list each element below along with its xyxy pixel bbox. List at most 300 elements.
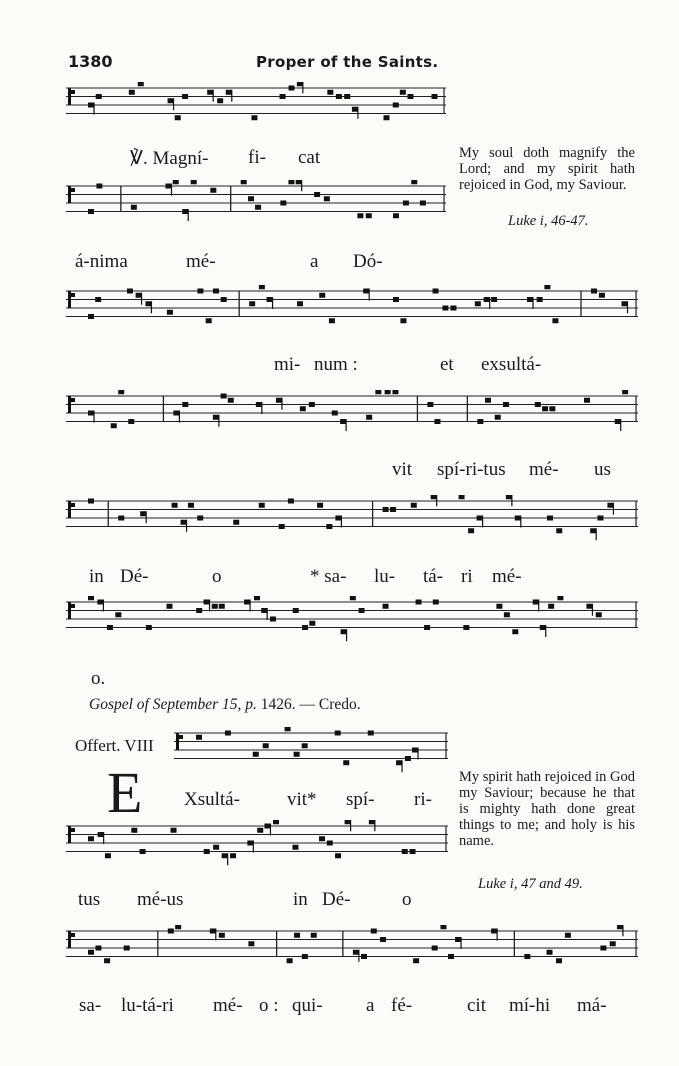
neume [264, 824, 270, 829]
neume [413, 958, 419, 963]
offertory-syllable: mé- [213, 995, 243, 1016]
clef-mark [71, 604, 75, 608]
neume [455, 937, 461, 942]
neume [88, 411, 94, 416]
neume [173, 180, 179, 184]
neume [251, 115, 257, 120]
neume [385, 390, 391, 394]
neume [383, 604, 389, 609]
neume [131, 828, 137, 833]
neume [168, 98, 174, 103]
neume [175, 925, 181, 929]
lyric-syllable: mé- [186, 251, 216, 272]
offertory-syllable: cit [467, 995, 486, 1016]
neume [327, 841, 333, 846]
neume [279, 524, 285, 529]
neume [393, 103, 399, 108]
neume [181, 520, 187, 525]
neume [296, 180, 302, 184]
neume [420, 201, 426, 206]
neume [565, 933, 571, 938]
neume [95, 946, 101, 951]
neume [405, 756, 411, 761]
neume [136, 293, 142, 298]
neume [213, 289, 219, 294]
clef-mark [68, 291, 71, 308]
neume [210, 929, 216, 934]
neume [515, 516, 521, 521]
neume [327, 90, 333, 95]
running-title: Proper of the Saints. [256, 53, 439, 71]
neume [167, 604, 173, 609]
neume [256, 402, 262, 407]
neume [285, 727, 291, 731]
neume [302, 954, 308, 959]
clef-mark [71, 503, 75, 507]
neume [317, 503, 323, 508]
clef-mark [68, 501, 71, 518]
neume [111, 423, 117, 428]
neume [400, 90, 406, 95]
neume [540, 625, 546, 630]
neume [622, 301, 628, 306]
neume [302, 743, 308, 748]
neume [172, 503, 178, 508]
lyric-syllable: Dó- [353, 251, 383, 272]
neume [273, 820, 279, 824]
offertory-syllable: qui- [292, 995, 323, 1016]
neume [357, 213, 363, 218]
neume [128, 419, 134, 424]
neume [496, 604, 502, 609]
neume [350, 596, 356, 600]
clef-mark [68, 186, 71, 203]
neume [506, 495, 512, 499]
offertory-syllable: spí- [346, 789, 375, 810]
clef-mark [71, 90, 75, 94]
neume [287, 958, 293, 963]
offertory-syllable: vit* [287, 789, 317, 810]
offertory-syllable: sa- [79, 995, 102, 1016]
neume [431, 94, 437, 99]
neume [535, 402, 541, 407]
neume [219, 604, 225, 609]
neume [168, 929, 174, 934]
neume [118, 390, 124, 394]
versicle-reference: Luke i, 46-47. [508, 213, 589, 229]
neume [88, 596, 94, 600]
offertory-reference: Luke i, 47 and 49. [478, 876, 583, 892]
neume [95, 297, 101, 302]
neume [309, 621, 315, 626]
neume [297, 301, 303, 306]
neume [477, 516, 483, 521]
lyric-syllable: vit [392, 459, 413, 480]
neume [217, 98, 223, 103]
neume [542, 406, 548, 411]
neume [615, 419, 621, 424]
neume [463, 625, 469, 630]
neume [221, 394, 227, 399]
neume [263, 743, 269, 748]
neume [353, 950, 359, 955]
neume [257, 828, 263, 833]
neume [448, 954, 454, 959]
neume [432, 946, 438, 951]
neume [129, 90, 135, 95]
neume [335, 731, 341, 736]
neume [228, 398, 234, 403]
neume [302, 625, 308, 630]
clef-mark [179, 735, 183, 739]
offertory-syllable: fé- [391, 995, 413, 1016]
offertory-syllable: a [366, 995, 375, 1016]
neume [427, 402, 433, 407]
neume [450, 306, 456, 311]
lyric-syllable: exsultá- [481, 354, 542, 375]
offertory-syllable: mí-hi [509, 995, 551, 1016]
neume [527, 297, 533, 302]
neume [140, 511, 146, 516]
offertory-syllable: Dé- [322, 889, 351, 910]
lyric-syllable: o. [91, 668, 106, 689]
neume [329, 318, 335, 323]
neume [276, 398, 282, 403]
neume [88, 950, 94, 955]
neume [434, 419, 440, 424]
neume [335, 516, 341, 521]
neume [138, 82, 144, 86]
neume [105, 853, 111, 858]
gospel-rubric-italic: Gospel of September 15, p. [89, 696, 257, 713]
neume [210, 188, 216, 193]
neume [300, 406, 306, 411]
lyric-syllable: a [310, 251, 319, 272]
neume [410, 849, 416, 854]
neume [369, 820, 375, 824]
neume [424, 625, 430, 630]
neume [233, 520, 239, 525]
neume [188, 503, 194, 508]
neume [344, 94, 350, 99]
neume [352, 107, 358, 112]
neume [416, 600, 422, 605]
neume [311, 933, 317, 938]
neume [556, 958, 562, 963]
neume [533, 600, 539, 605]
offertory-syllable: ri- [414, 789, 432, 810]
neume [319, 293, 325, 298]
neume [392, 390, 398, 394]
neume [221, 297, 227, 302]
neume [371, 929, 377, 934]
neume [289, 86, 295, 91]
neume [383, 507, 389, 512]
neume [495, 415, 501, 420]
neume [213, 415, 219, 420]
versicle-syllable: ℣. Magní- [130, 148, 209, 169]
neume [597, 516, 603, 521]
neume [165, 184, 171, 189]
neume [207, 90, 213, 95]
neume [361, 954, 367, 959]
neume [288, 499, 294, 504]
neume [175, 115, 181, 120]
music-staff-7 [174, 727, 448, 777]
clef-mark [71, 188, 75, 192]
neume [442, 306, 448, 311]
offertory-syllable: o [402, 889, 412, 910]
neume [524, 954, 530, 959]
neume [596, 612, 602, 617]
neume [248, 196, 254, 201]
neume [393, 213, 399, 218]
clef-mark [68, 931, 71, 948]
offertory-syllable: o : [259, 995, 279, 1016]
neume [191, 180, 197, 184]
lyric-syllable: á-nima [75, 251, 128, 272]
neume [249, 301, 255, 306]
neume [548, 604, 554, 609]
offertory-syllable: lu-tá-ri [121, 995, 174, 1016]
neume [261, 608, 267, 613]
neume [255, 205, 261, 210]
neume [212, 604, 218, 609]
neume [556, 528, 562, 533]
neume [375, 390, 381, 394]
neume [96, 184, 102, 189]
neume [607, 503, 613, 508]
neume [335, 853, 341, 858]
music-staff-9 [66, 925, 638, 983]
offertory-translation: My spirit hath rejoiced in God my Saviour; because he that is mighty hath done great things to me; and holy is his name. [459, 769, 635, 849]
clef-mark [68, 602, 71, 619]
music-staff-1 [66, 82, 446, 132]
lyric-syllable: us [594, 459, 611, 480]
neume [241, 180, 247, 184]
neume [197, 516, 203, 521]
neume [280, 94, 286, 99]
neume [324, 196, 330, 201]
neume [98, 832, 104, 837]
lyric-syllable: et [440, 354, 454, 375]
neume [549, 406, 555, 411]
neume [107, 625, 113, 630]
lyric-syllable: ri [461, 566, 473, 587]
neume [294, 933, 300, 938]
neume [204, 600, 210, 605]
neume [309, 402, 315, 407]
neume [341, 629, 347, 634]
neume [280, 201, 286, 206]
neume [400, 318, 406, 323]
neume [267, 297, 273, 302]
neume [118, 516, 124, 521]
neume [332, 411, 338, 416]
offertory-syllable: mé-us [137, 889, 184, 910]
neume [88, 209, 94, 214]
neume [491, 297, 497, 302]
neume [544, 285, 550, 289]
page-number: 1380 [68, 52, 113, 71]
neume [412, 748, 418, 753]
clef-mark [71, 933, 75, 937]
neume [384, 115, 390, 120]
neume [288, 180, 294, 184]
neume [259, 503, 265, 508]
neume [88, 314, 94, 319]
neume [504, 612, 510, 617]
neume [115, 612, 121, 617]
neume [88, 103, 94, 108]
neume [270, 617, 276, 622]
neume [171, 828, 177, 833]
neume [366, 415, 372, 420]
neume [124, 946, 130, 951]
neume [617, 925, 623, 929]
music-staff-5 [66, 495, 638, 557]
neume [491, 929, 497, 934]
neume [340, 419, 346, 424]
neume [146, 625, 152, 630]
neume [477, 419, 483, 424]
lyric-syllable: * sa- [310, 566, 347, 587]
neume [314, 192, 320, 197]
neume [584, 398, 590, 403]
neume [411, 503, 417, 508]
lyric-syllable: spí-ri-tus [437, 459, 506, 480]
lyric-syllable: mi- [274, 354, 301, 375]
neume [204, 849, 210, 854]
music-staff-3 [66, 285, 638, 345]
clef-mark [71, 398, 75, 402]
music-staff-8 [66, 820, 448, 872]
neume [368, 731, 374, 736]
neume [97, 600, 103, 605]
neume [485, 398, 491, 403]
neume [407, 94, 413, 99]
neume [537, 297, 543, 302]
clef-mark [68, 826, 71, 843]
neume [610, 941, 616, 946]
neume [390, 507, 396, 512]
clef-mark [68, 88, 71, 105]
clef-mark [68, 396, 71, 413]
music-staff-6 [66, 596, 638, 648]
neume [131, 205, 137, 210]
neume [552, 318, 558, 323]
neume [440, 925, 446, 929]
neume [88, 836, 94, 841]
offertory-label: Offert. VIII [75, 736, 154, 755]
neume [403, 201, 409, 206]
neume [586, 604, 592, 609]
neume [182, 402, 188, 407]
gospel-rubric-rest: 1426. — Credo. [260, 696, 361, 713]
neume [345, 820, 351, 824]
offertory-initial: E [107, 760, 143, 825]
neume [366, 213, 372, 218]
neume [140, 849, 146, 854]
neume [219, 933, 225, 938]
offertory-syllable: tus [78, 889, 101, 910]
neume [182, 209, 188, 214]
neume [622, 390, 628, 394]
clef-mark [71, 828, 75, 832]
neume [88, 499, 94, 504]
gospel-rubric [89, 696, 361, 714]
neume [213, 845, 219, 850]
neume [319, 836, 325, 841]
neume [359, 608, 365, 613]
neume [206, 318, 212, 323]
neume [402, 849, 408, 854]
neume [226, 90, 232, 95]
neume [127, 289, 133, 294]
neume [503, 402, 509, 407]
versicle-syllable: fi- [248, 147, 266, 168]
neume [292, 845, 298, 850]
neume [247, 841, 253, 846]
neume [411, 180, 417, 184]
lyric-syllable: mé- [492, 566, 522, 587]
neume [380, 937, 386, 942]
neume [475, 301, 481, 306]
lyric-syllable: num : [314, 354, 358, 375]
neume [547, 950, 553, 955]
neume [96, 94, 102, 99]
music-staff-2 [66, 180, 446, 236]
neume [297, 82, 303, 86]
neume [225, 731, 231, 736]
lyric-syllable: in [89, 566, 104, 587]
neume [196, 608, 202, 613]
neume [145, 301, 151, 306]
neume [343, 760, 349, 765]
neume [557, 596, 563, 600]
clef-mark [71, 293, 75, 297]
neume [230, 853, 236, 858]
offertory-syllable: má- [577, 995, 607, 1016]
clef-mark [176, 733, 179, 750]
neume [253, 752, 259, 757]
neume [222, 853, 228, 858]
lyric-syllable: Dé- [120, 566, 149, 587]
neume [396, 760, 402, 765]
neume [363, 289, 369, 294]
neume [600, 946, 606, 951]
neume [173, 411, 179, 416]
versicle-translation: My soul doth magnify the Lord; and my spirit hath rejoiced in God, my Saviour. [459, 145, 635, 193]
lyric-syllable: tá- [423, 566, 444, 587]
offertory-syllable: in [293, 889, 308, 910]
offertory-syllable: Xsultá- [184, 789, 240, 810]
neume [547, 516, 553, 521]
neume [433, 289, 439, 294]
music-staff-4 [66, 390, 638, 452]
lyric-syllable: mé- [529, 459, 559, 480]
neume [468, 528, 474, 533]
neume [196, 735, 202, 740]
neume [293, 608, 299, 613]
neume [254, 596, 260, 600]
neume [512, 629, 518, 634]
versicle-syllable: cat [298, 147, 321, 168]
neume [104, 958, 110, 963]
neume [326, 524, 332, 529]
neume [484, 297, 490, 302]
neume [182, 94, 188, 99]
